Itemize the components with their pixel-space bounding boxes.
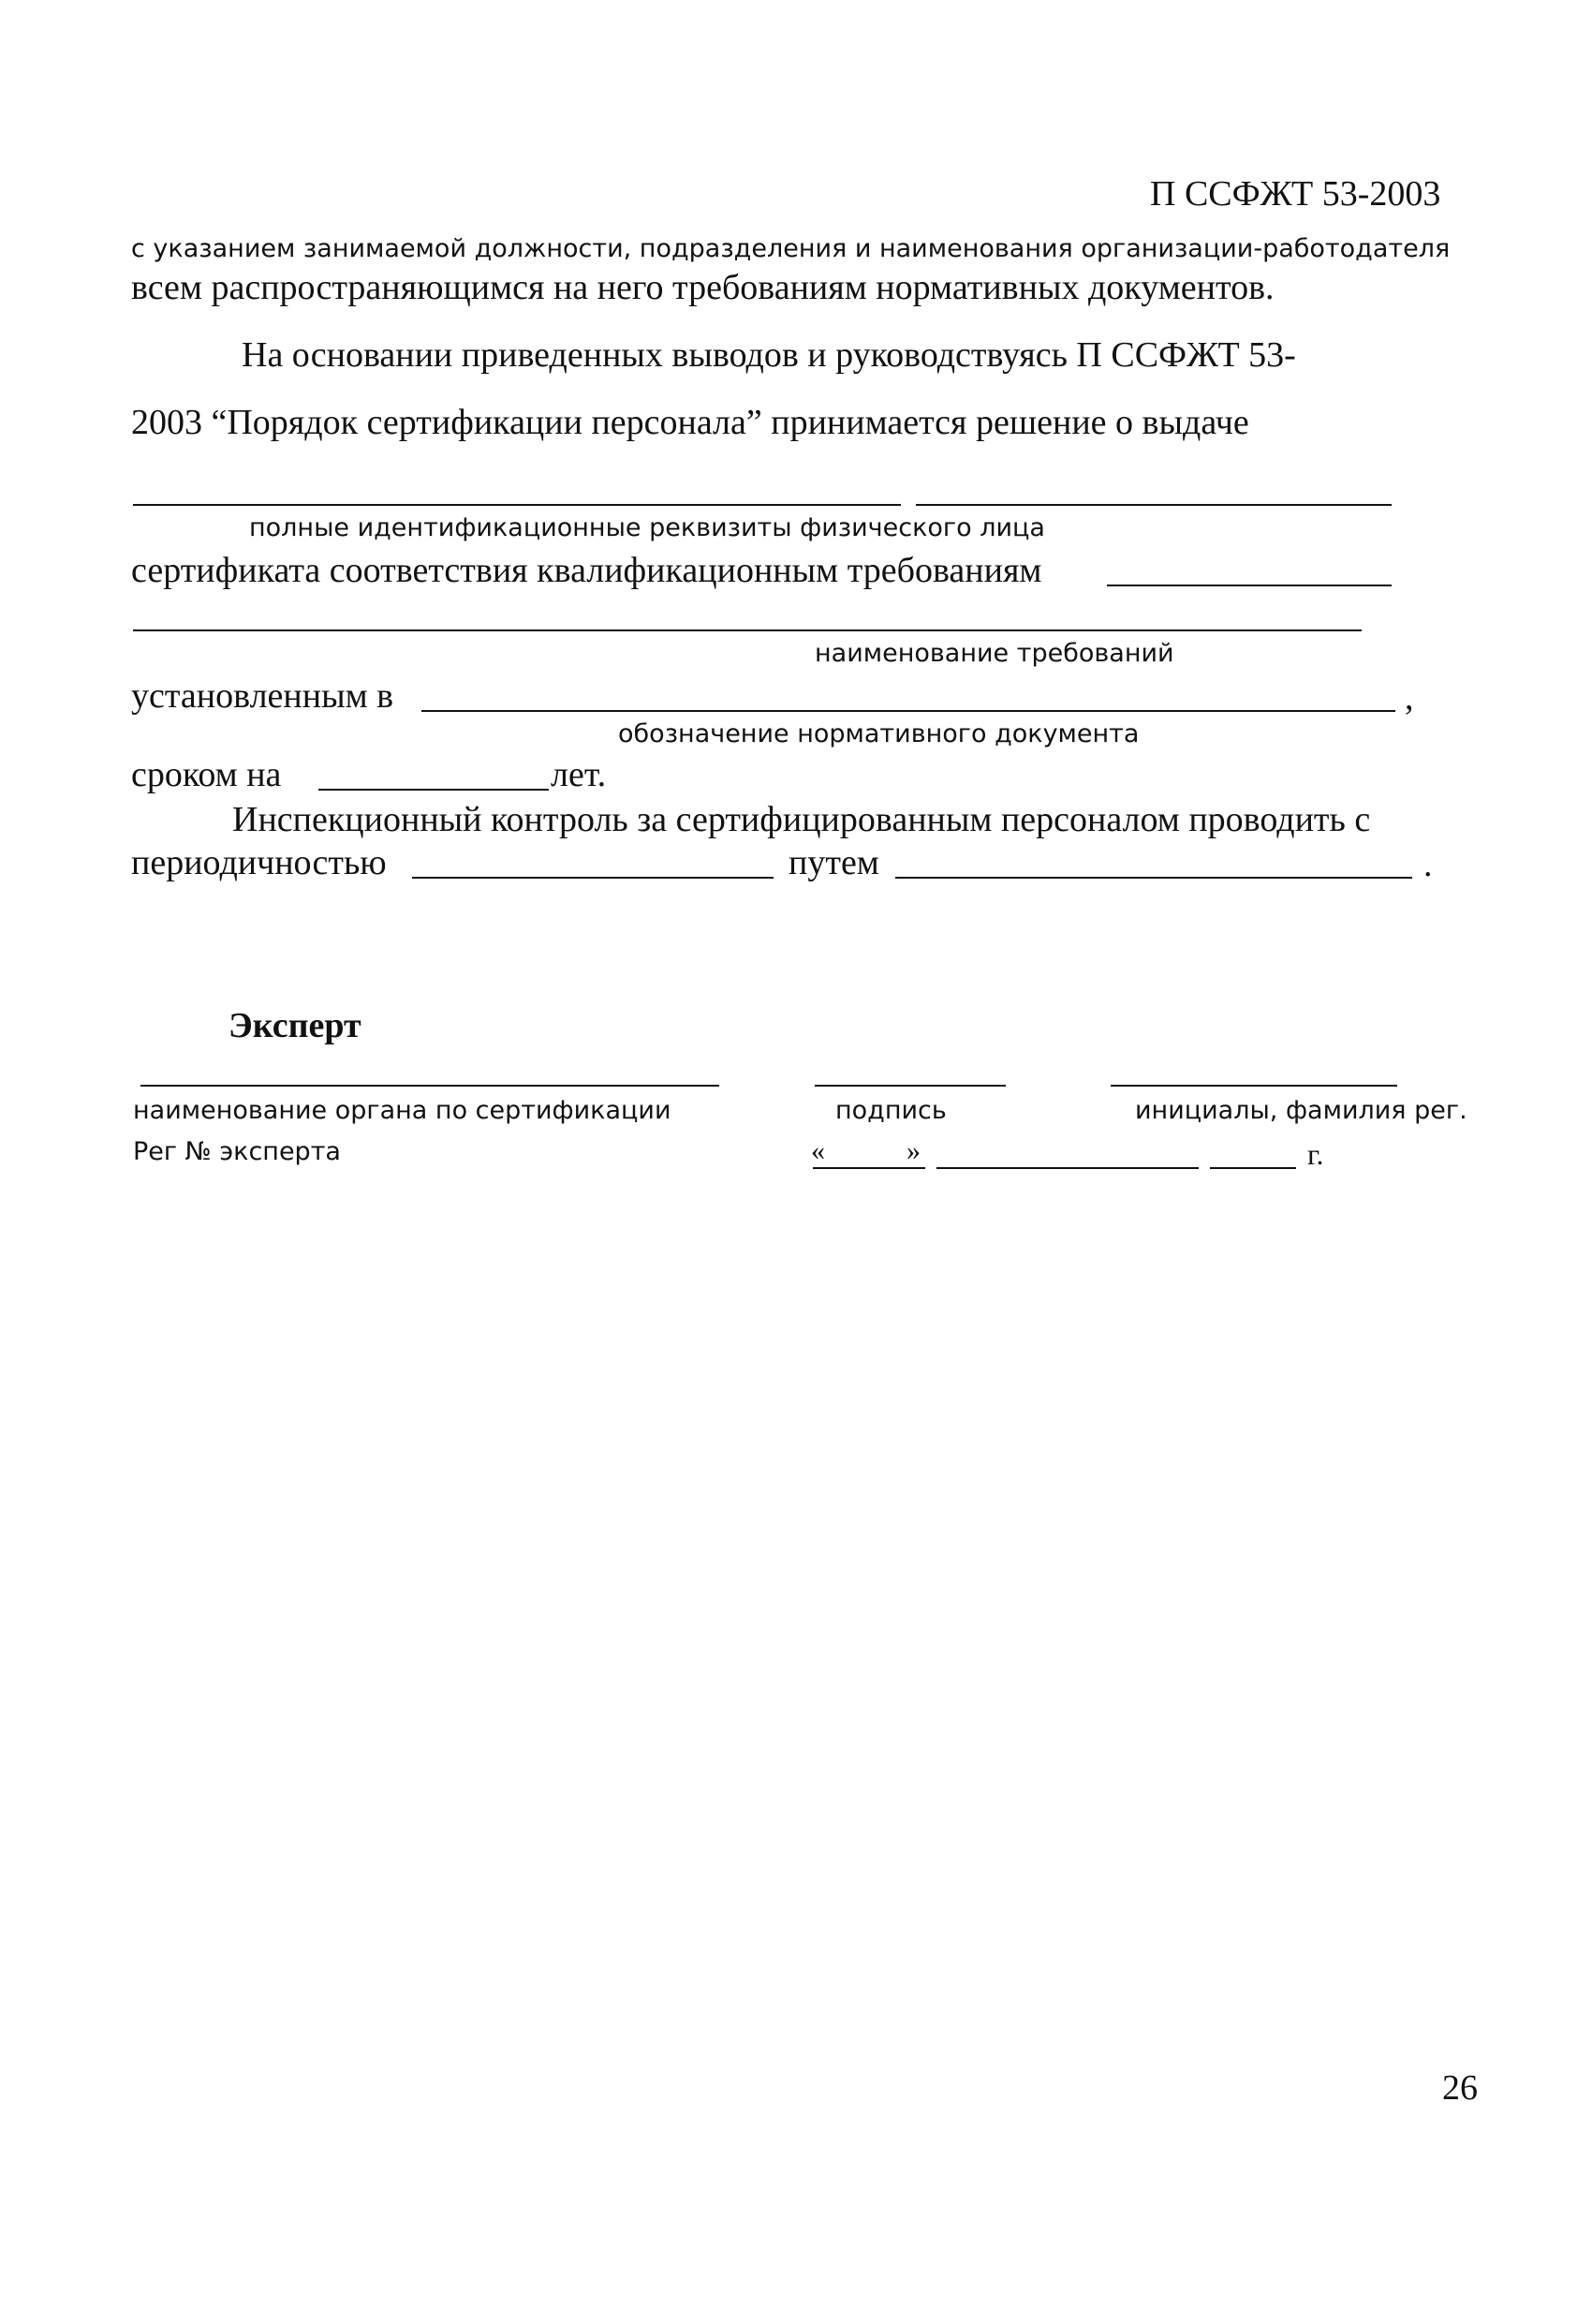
caption-normative: обозначение нормативного документа — [618, 719, 1140, 748]
expert-reg-number-label: Рег № эксперта — [133, 1137, 341, 1166]
person-details-field-left[interactable] — [133, 504, 901, 506]
year-field[interactable] — [1210, 1167, 1296, 1169]
month-field[interactable] — [936, 1167, 1199, 1169]
person-details-field-right[interactable] — [916, 504, 1392, 506]
initials-field[interactable] — [1111, 1085, 1397, 1087]
established-comma: , — [1405, 678, 1414, 718]
caption-initials: инициалы, фамилия рег. — [1135, 1096, 1467, 1125]
basis-paragraph-line2: 2003 “Порядок сертификации персонала” принимается решение о выдаче — [131, 403, 1249, 442]
normative-document-field[interactable] — [421, 710, 1395, 712]
term-suffix: лет. — [551, 755, 607, 794]
term-years-field[interactable] — [318, 789, 549, 791]
caption-signature: подпись — [835, 1096, 947, 1125]
quote-close: » — [907, 1135, 921, 1166]
day-field[interactable] — [813, 1167, 925, 1169]
signature-field[interactable] — [815, 1085, 1006, 1087]
requirements-field[interactable] — [1107, 585, 1392, 586]
end-period: . — [1423, 845, 1433, 884]
basis-paragraph-line1: На основании приведенных выводов и руководствуясь П ССФЖТ 53- — [242, 335, 1296, 375]
caption-requirements: наименование требований — [815, 639, 1174, 668]
document-code: П ССФЖТ 53-2003 — [1150, 174, 1441, 214]
certification-body-field[interactable] — [140, 1085, 719, 1087]
requirements-line: всем распространяющимся на него требованиям нормативных документов. — [131, 268, 1275, 307]
year-suffix: г. — [1307, 1137, 1324, 1171]
certificate-line: сертификата соответствия квалификационным требованиям — [131, 551, 1042, 590]
established-label: установленным в — [131, 676, 394, 716]
periodicity-field[interactable] — [412, 877, 774, 879]
caption-person: полные идентификационные реквизиты физического лица — [249, 513, 1045, 542]
caption-certification-body: наименование органа по сертификации — [133, 1096, 671, 1125]
caption-position: с указанием занимаемой должности, подразделения и наименования организации-работодателя — [131, 234, 1451, 263]
quote-open: « — [811, 1135, 825, 1166]
expert-heading: Эксперт — [228, 1006, 361, 1045]
requirements-name-field[interactable] — [133, 629, 1362, 631]
by-means-label: путем — [789, 843, 879, 882]
page-number: 26 — [1442, 2068, 1478, 2108]
periodicity-label: периодичностью — [131, 843, 387, 882]
means-field[interactable] — [895, 877, 1412, 879]
inspection-paragraph: Инспекционный контроль за сертифицированным персоналом проводить с — [232, 800, 1371, 839]
term-label: сроком на — [131, 755, 282, 794]
